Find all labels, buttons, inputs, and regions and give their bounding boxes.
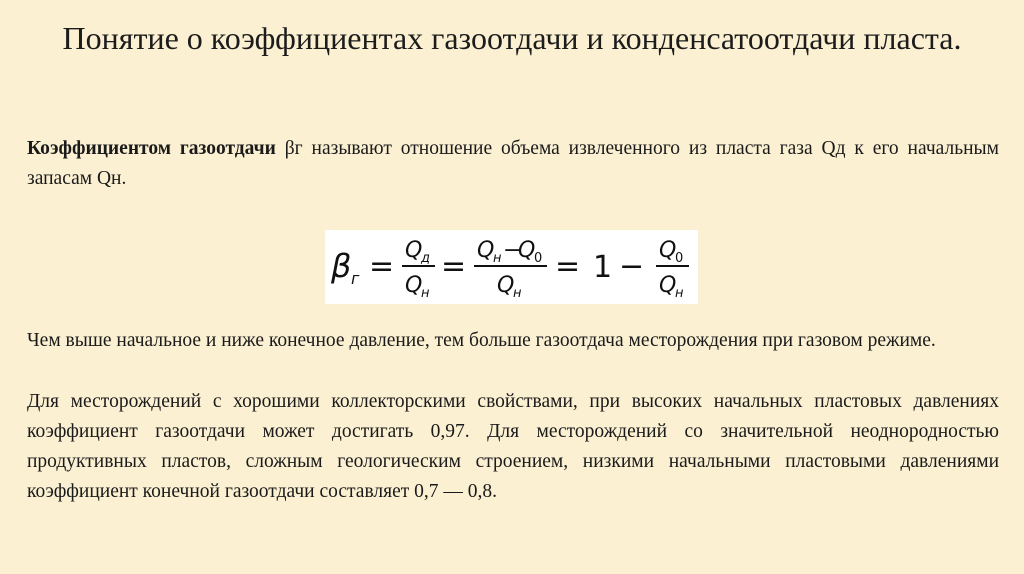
f1-num: Q	[405, 238, 423, 263]
f2-den-sub: н	[513, 286, 522, 301]
recovery-factor-paragraph: Для месторождений с хорошими коллекторскими свойствами, при высоких начальных пластовых давлениях коэффициент газоотдачи может достигать 0,97. Для месторождений со значительной неоднородностью продуктивных пластов, сложным геологическим строением, низкими начальными пластовыми давлениями коэффициент конечной газоотдачи составляет 0,7 — 0,8.	[27, 391, 999, 502]
f2-den: Q	[497, 273, 515, 298]
slide-title: Понятие о коэффициентах газоотдачи и конденсатоотдачи пласта.	[62, 20, 962, 56]
f2-num-a: Q	[477, 238, 495, 263]
formula-lhs-sub: г	[351, 269, 360, 288]
formula-minus: −	[619, 249, 645, 284]
definition-term: Коэффициентом газоотдачи	[27, 138, 276, 159]
f1-num-sub: д	[421, 251, 430, 266]
f3-num-sub: 0	[675, 251, 684, 266]
formula-image	[325, 230, 698, 304]
formula-eq-3: =	[555, 249, 581, 284]
f1-den: Q	[405, 273, 423, 298]
f2-num-b-sub: 0	[534, 251, 543, 266]
formula-lhs: β	[331, 247, 352, 285]
formula-one: 1	[593, 250, 613, 285]
f3-den: Q	[659, 273, 677, 298]
f3-den-sub: н	[675, 286, 684, 301]
formula-eq-1: =	[369, 249, 395, 284]
formula-eq-2: =	[441, 249, 467, 284]
f1-den-sub: н	[421, 286, 430, 301]
f2-num-b: Q	[518, 238, 536, 263]
f2-minus: −	[503, 238, 522, 263]
definition-text: βг называют отношение объема извлеченного из пласта газа Qд к его начальным запасам Qн.	[27, 138, 999, 189]
f2-num-a-sub: н	[493, 251, 502, 266]
pressure-paragraph: Чем выше начальное и ниже конечное давление, тем больше газоотдача месторождения при газовом режиме.	[27, 330, 936, 351]
definition-paragraph	[27, 134, 999, 194]
gas-recovery-formula	[325, 230, 698, 304]
f3-num: Q	[659, 238, 677, 263]
